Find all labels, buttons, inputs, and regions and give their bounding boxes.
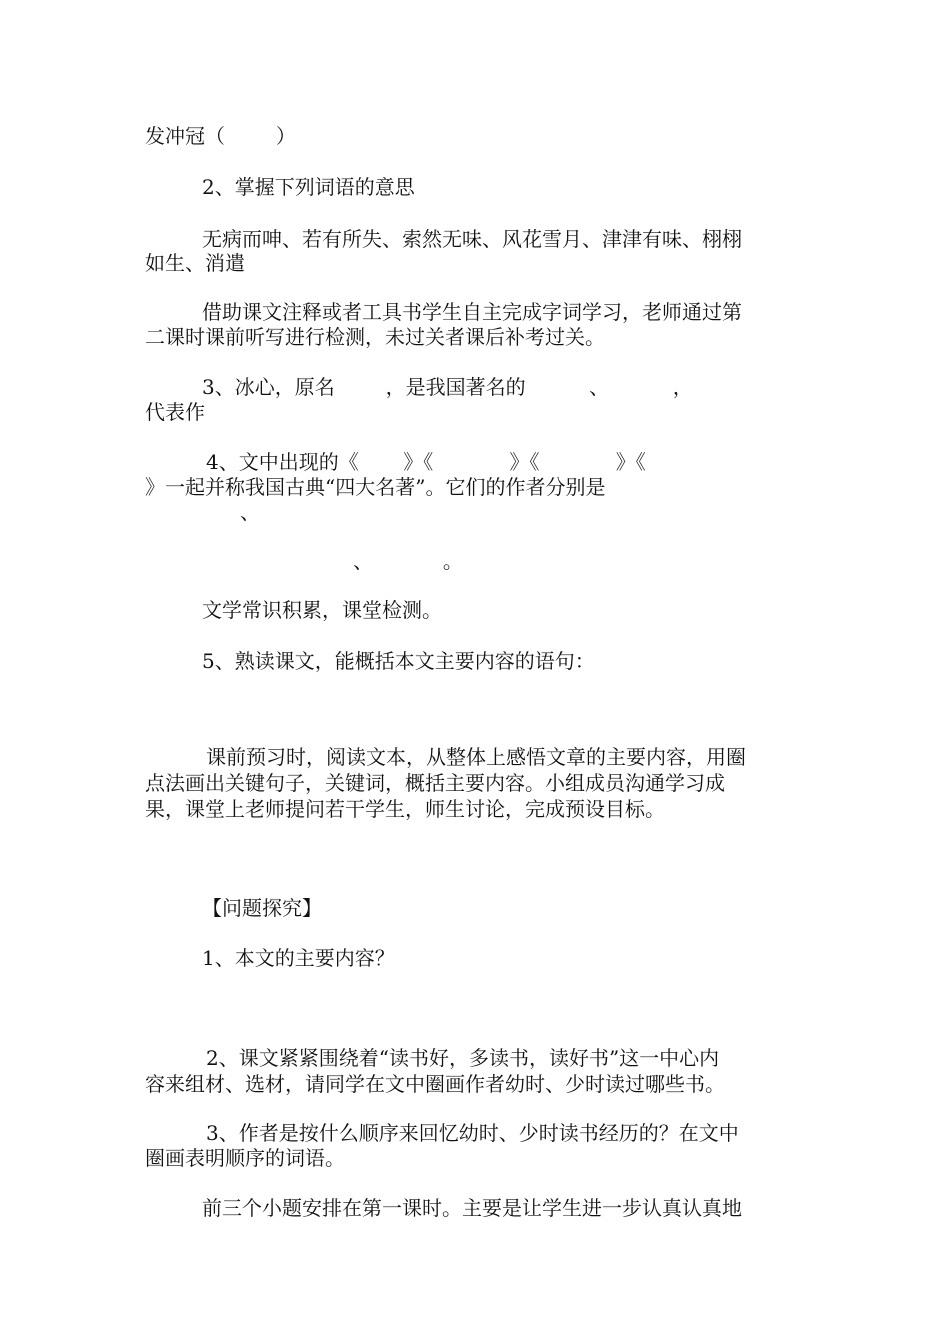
text-line: 3、冰心，原名 ，是我国著名的 、 ， xyxy=(202,375,693,399)
text-line: 发冲冠（ ） xyxy=(145,124,296,148)
text-line: 无病而呻、若有所失、索然无味、风花雪月、津津有味、栩栩 xyxy=(202,227,742,251)
text-line: 前三个小题安排在第一课时。主要是让学生进一步认真认真地 xyxy=(202,1196,742,1220)
text-line: 、 。 xyxy=(353,549,463,573)
text-line: 点法画出关键句子，关键词，概括主要内容。小组成员沟通学习成 xyxy=(145,771,725,795)
text-line: 5、熟读课文，能概括本文主要内容的语句： xyxy=(202,649,595,673)
text-line: 文学常识积累，课堂检测。 xyxy=(202,598,442,622)
text-line: 、 xyxy=(240,500,260,524)
text-line: 果，课堂上老师提问若干学生，师生讨论，完成预设目标。 xyxy=(145,797,665,821)
text-line: 2、掌握下列词语的意思 xyxy=(202,175,415,199)
text-line: 借助课文注释或者工具书学生自主完成字词学习，老师通过第 xyxy=(202,300,742,324)
text-line: 容来组材、选材，请同学在文中圈画作者幼时、少时读过哪些书。 xyxy=(145,1072,725,1096)
section-heading: 【问题探究】 xyxy=(202,896,322,920)
text-line: 圈画表明顺序的词语。 xyxy=(145,1146,345,1170)
text-line: 4、文中出现的《 》《 》《 》《 xyxy=(206,450,646,474)
text-line: 1、本文的主要内容？ xyxy=(202,946,395,970)
text-line: 如生、消遣 xyxy=(145,251,245,275)
text-line: 3、作者是按什么顺序来回忆幼时、少时读书经历的？在文中 xyxy=(206,1121,739,1145)
text-line: 》一起并称我国古典“四大名著”。它们的作者分别是 xyxy=(145,475,606,499)
text-line: 二课时课前听写进行检测，未过关者课后补考过关。 xyxy=(145,325,605,349)
text-line: 2、课文紧紧围绕着“读书好，多读书，读好书”这一中心内 xyxy=(206,1046,720,1070)
text-line: 代表作 xyxy=(145,400,205,424)
text-line: 课前预习时，阅读文本，从整体上感悟文章的主要内容，用圈 xyxy=(206,745,746,769)
